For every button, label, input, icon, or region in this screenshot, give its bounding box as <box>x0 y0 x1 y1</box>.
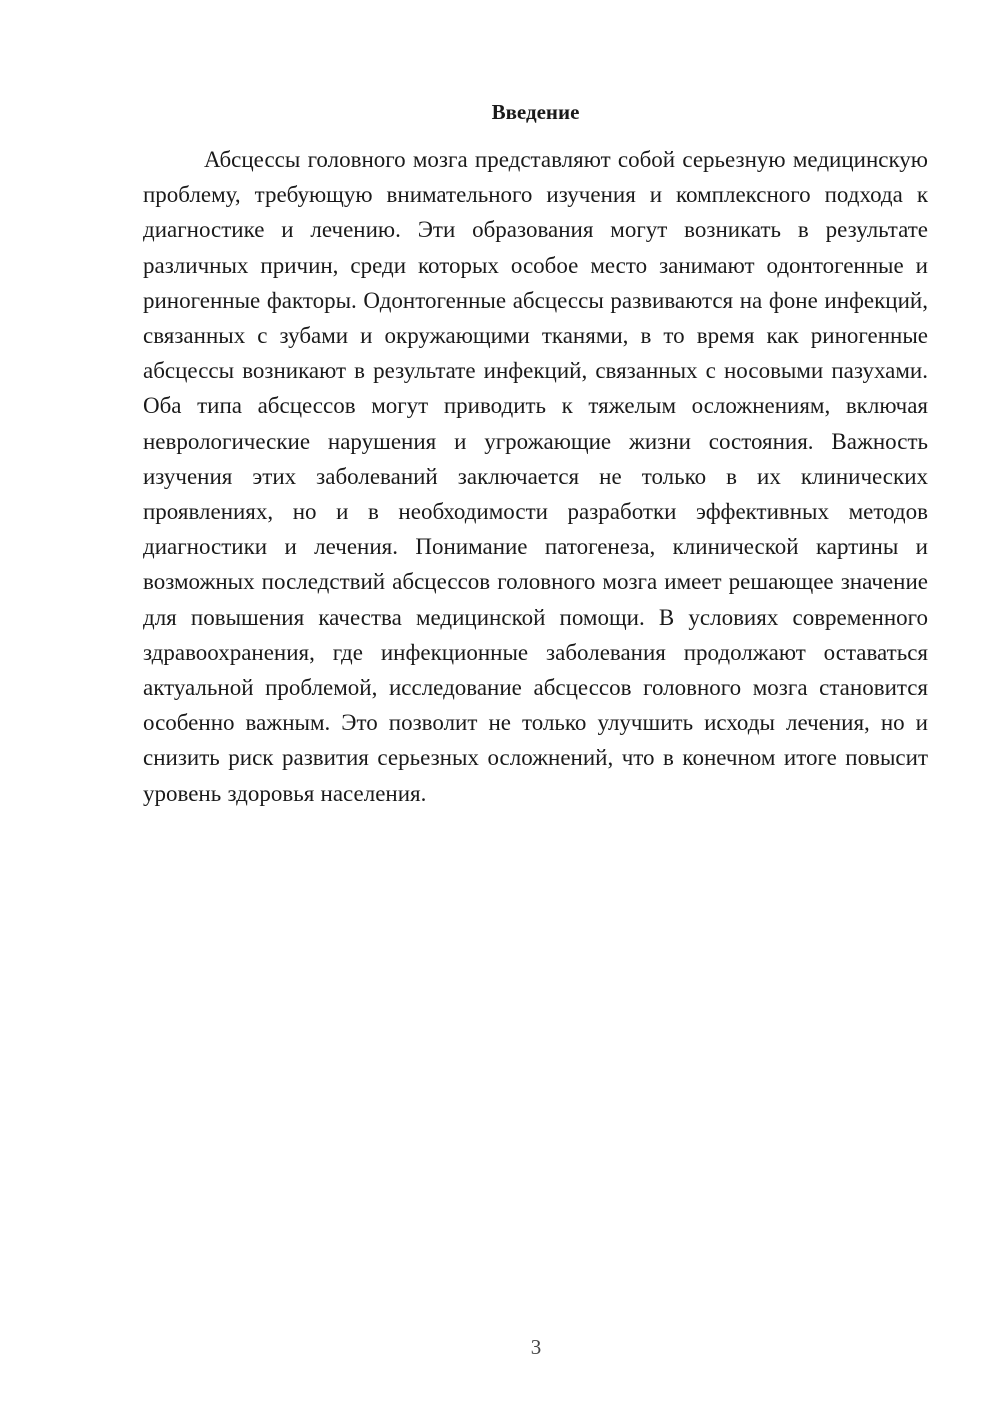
section-title: Введение <box>491 100 580 124</box>
page-number: 3 <box>530 1335 542 1359</box>
body-paragraph: Абсцессы головного мозга представляют собой серьезную медицинскую проблему, требующую внимательного изучения и комплексного подхода к диагностике и лечению. Эти образования могут возникать в результате различных причин, среди которых особое место занимают одонтогенные и риногенные факторы. Одонтогенные абсцессы развиваются на фоне инфекций, связанных с зубами и окружающими тканями, в то время как риногенные абсцессы возникают в результате инфекций, связанных с носовыми пазухами. Оба типа абсцессов могут приводить к тяжелым осложнениям, включая неврологические нарушения и угрожающие жизни состояния. Важность изучения этих заболеваний заключается не только в их клинических проявлениях, но и в необходимости разработки эффективных методов диагностики и лечения. Понимание патогенеза, клинической картины и возможных последствий абсцессов головного мозга имеет решающее значение для повышения качества медицинской помощи. В условиях современного здравоохранения, где инфекционные заболевания продолжают оставаться актуальной проблемой, исследование абсцессов головного мозга становится особенно важным. Это позволит не только улучшить исходы лечения, но и снизить риск развития серьезных осложнений, что в конечном итоге повысит уровень здоровья населения. <box>143 147 928 806</box>
